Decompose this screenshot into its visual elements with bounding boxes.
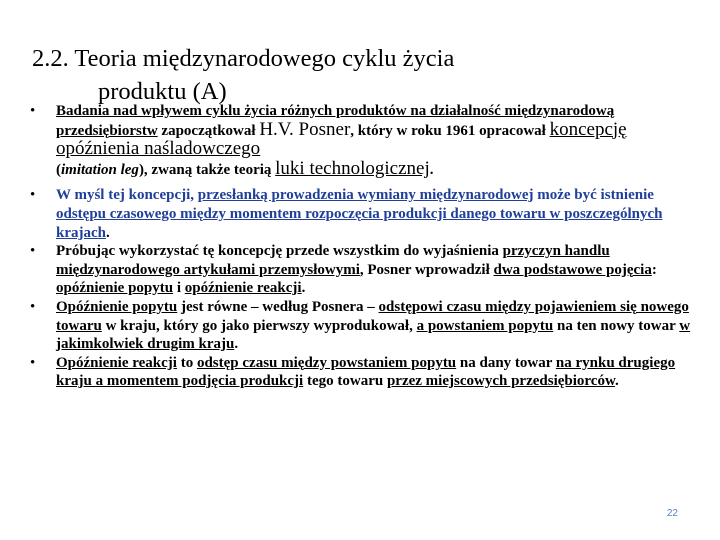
text-segment: i	[173, 280, 185, 297]
text-segment: tego towaru	[303, 373, 387, 390]
text-segment: Opóźnienie reakcji	[56, 354, 177, 371]
bullet-list	[30, 102, 695, 391]
text-segment: odstępu czasowego między momentem rozpoczęcia produkcji danego towaru w poszczególnych krajach	[56, 205, 663, 241]
text-segment: .	[614, 373, 619, 390]
text-segment: w jakimkolwiek drugim kraju	[56, 317, 691, 353]
text-segment: , Posner wprowadził	[359, 261, 494, 278]
text-segment: jest równe – według Posnera –	[177, 298, 379, 315]
text-segment: .	[301, 280, 306, 297]
text-segment: przesłanką prowadzenia wymiany międzynarodowej	[197, 187, 534, 204]
text-segment: odstęp czasu między powstaniem popytu	[196, 354, 457, 371]
text-segment: W myśl tej koncepcji,	[56, 187, 198, 204]
text-segment: luki technologicznej	[275, 157, 430, 179]
text-segment: (	[56, 161, 61, 178]
bullet-dot-icon: •	[30, 103, 36, 119]
slide-title	[32, 42, 692, 108]
text-segment: , który w roku 1961 opracował	[350, 122, 550, 139]
text-segment: to	[176, 354, 197, 371]
title-line-2: produktu (A)	[98, 78, 227, 106]
bullet-item-5	[30, 354, 695, 391]
text-segment: .	[429, 161, 434, 178]
bullet-dot-icon: •	[30, 354, 36, 371]
page-number: 22	[666, 508, 678, 519]
text-segment: Badania nad wpływem cyklu życia różnych produktów na działalność międzynarodową przedsiębiorstw	[56, 103, 615, 139]
title-line-1: 2.2. Teoria międzynarodowego cyklu życia	[32, 45, 455, 73]
text-segment: opóźnienie reakcji	[184, 280, 302, 297]
text-segment: na ten nowy towar	[553, 317, 680, 334]
text-segment: imitation leg	[61, 161, 139, 178]
text-segment: przez miejscowych przedsiębiorców	[386, 373, 615, 390]
text-segment: dwa podstawowe pojęcia	[493, 261, 652, 278]
text-segment: koncepcję opóźnienia naśladowczego	[56, 118, 627, 160]
bullet-item-4	[30, 298, 695, 354]
text-segment: opóźnienie popytu	[56, 280, 174, 297]
text-segment: Próbując wykorzystać tę koncepcję przede wszystkim do wyjaśnienia	[56, 243, 503, 260]
bullet-dot-icon: •	[30, 243, 36, 260]
text-segment: Opóźnienie popytu	[56, 298, 178, 315]
text-segment: H.V. Posner	[259, 118, 351, 140]
text-segment: w kraju, który go jako pierwszy wyprodukował,	[101, 317, 417, 334]
text-segment: a powstaniem popytu	[416, 317, 554, 334]
text-segment: na rynku drugiego kraju a momentem podjęcia produkcji	[56, 354, 676, 390]
text-segment: na dany towar	[456, 354, 556, 371]
text-segment: .	[106, 224, 110, 241]
bullet-dot-icon: •	[30, 298, 36, 315]
text-segment: zapoczątkował	[157, 122, 260, 139]
bullet-dot-icon: •	[30, 187, 36, 204]
text-segment: .	[234, 336, 239, 353]
text-segment: może być istnienie	[533, 187, 654, 204]
text-segment: odstępowi czasu między pojawieniem się nowego towaru	[56, 298, 689, 334]
text-segment: przyczyn handlu międzynarodowego artykułami przemysłowymi	[56, 243, 610, 278]
bullet-item-1	[30, 102, 695, 179]
text-segment: ), zwaną także teorią	[138, 161, 276, 178]
bullet-item-2	[30, 186, 695, 242]
bullet-item-3	[30, 242, 695, 298]
text-segment: :	[651, 261, 657, 278]
